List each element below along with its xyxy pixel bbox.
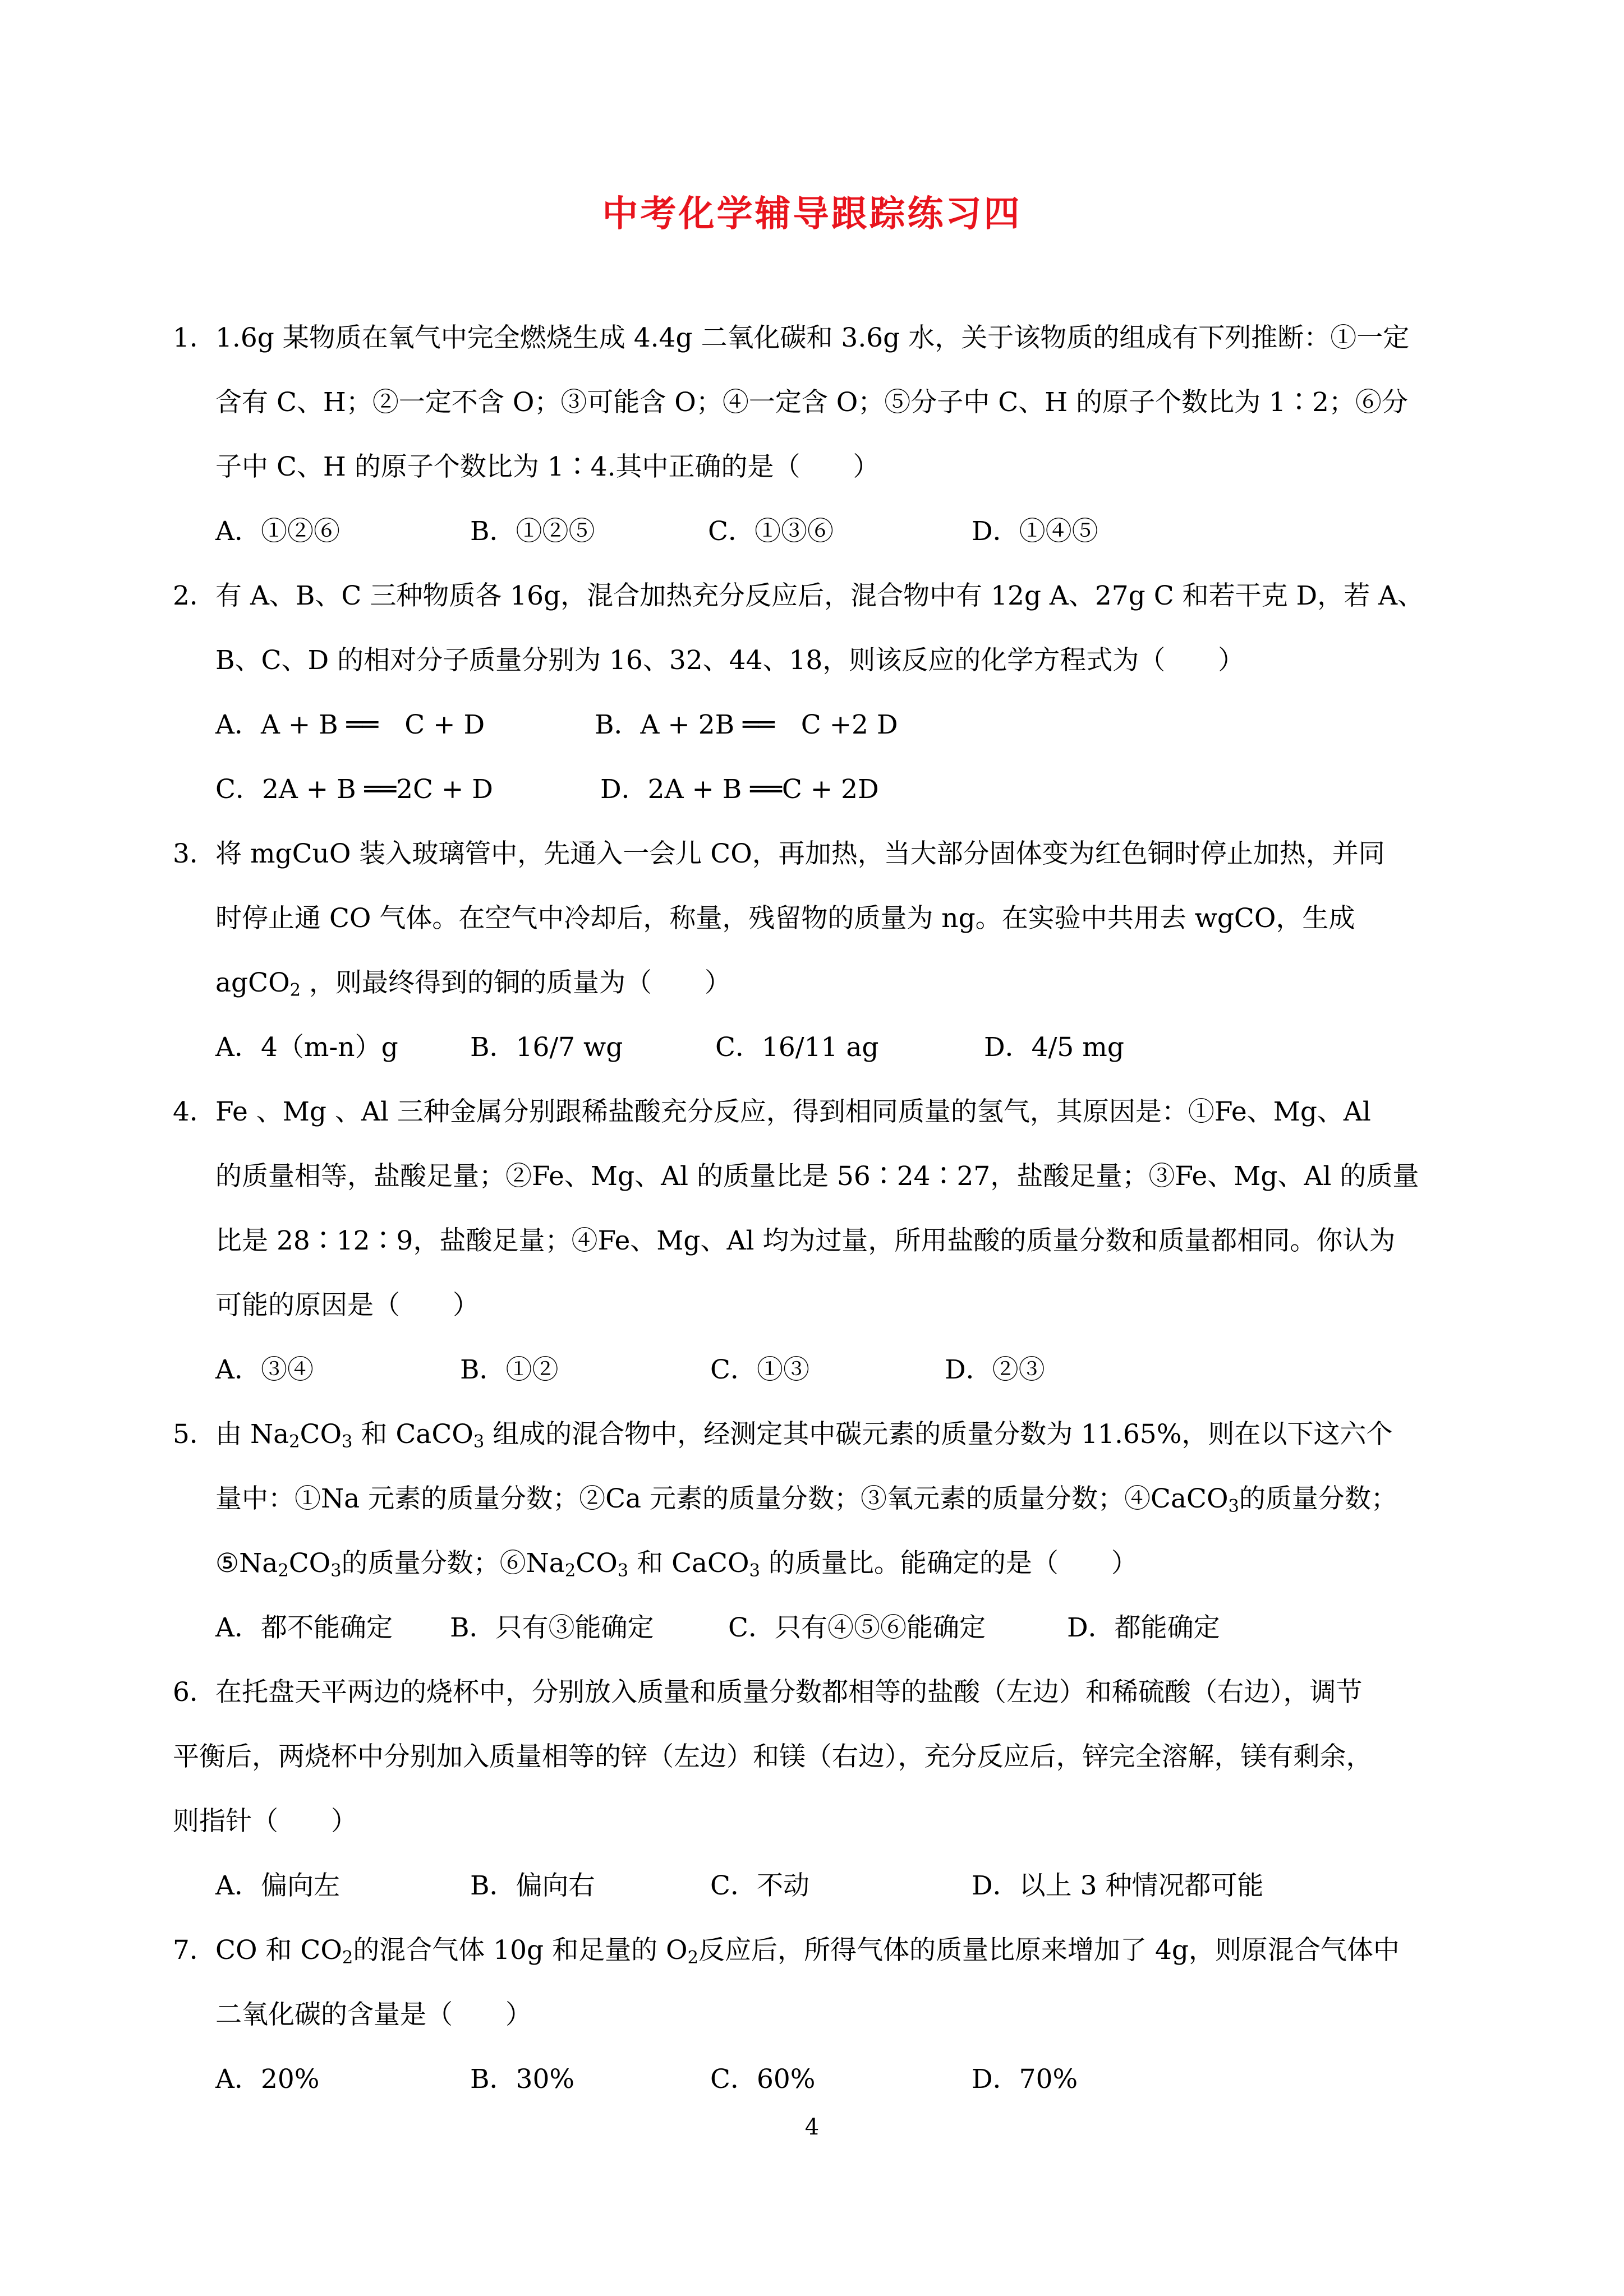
question-6 [173,1660,1463,1918]
option-b: B．A + 2B ══ C +2 D [595,709,898,740]
question-number: 4． [173,1096,216,1127]
page-number: 4 [804,2114,820,2140]
option-c: C．不动 [710,1870,809,1901]
question-number: 5． [173,1419,216,1450]
option-b: B．16/7 wg [470,1032,623,1063]
option-c: C．16/11 ag [715,1032,879,1063]
option-a: A．③④ [215,1354,314,1385]
option-d: D．都能确定 [1067,1612,1220,1643]
question-2 [173,564,1463,822]
question-4 [173,1080,1463,1402]
option-b: B．30% [470,2064,575,2095]
option-c: C．①③⑥ [708,516,834,547]
option-row [173,1854,1463,1918]
question-7 [173,1918,1463,2111]
question-number: 6． [173,1677,216,1708]
option-d: D．4/5 mg [984,1032,1124,1063]
option-d: D．①④⑤ [972,516,1098,547]
option-row [173,1015,1463,1080]
option-a: A．都不能确定 [215,1612,393,1643]
option-row [173,693,1463,757]
option-b: B．偏向右 [470,1870,595,1901]
option-c: C．60% [710,2064,816,2095]
option-b: B．只有③能确定 [450,1612,654,1643]
question-text: agCO$_2$ ，则最终得到的铜的质量为（ ） [215,967,731,1001]
option-a: A．①②⑥ [215,516,340,547]
question-text: 量中：①Na 元素的质量分数；②Ca 元素的质量分数；③氧元素的质量分数；④CaCO$_3$的质量分数； [215,1483,1397,1516]
question-text: 由 $Na_2CO_3$ 和 CaCO$_3$ 组成的混合物中，经测定其中碳元素的质量分数为 11.65%，则在以下这六个 [215,1419,1393,1452]
option-d: D．以上 3 种情况都可能 [972,1870,1264,1901]
question-text: 有 A、B、C 三种物质各 16g，混合加热充分反应后，混合物中有 12g A、27g C 和若干克 D，若 A、 [215,580,1424,611]
question-text: CO 和 $CO_2$的混合气体 10g 和足量的 $O_2$反应后，所得气体的质量比原来增加了 4g，则原混合气体中 [215,1935,1400,1968]
option-c: C．2A + B ══2C + D [215,774,493,805]
question-text: 平衡后，两烧杯中分别加入质量相等的锌（左边）和镁（右边），充分反应后，锌完全溶解，镁有剩余， [173,1741,1373,1772]
question-text: 比是 28∶12∶9，盐酸足量；④Fe、Mg、Al 均为过量，所用盐酸的质量分数和质量都相同。你认为 [215,1225,1396,1256]
question-3 [173,822,1463,1080]
option-row [173,1338,1463,1402]
option-a: A．偏向左 [215,1870,340,1901]
option-c: C．①③ [710,1354,809,1385]
option-row [173,2047,1463,2111]
option-d: D．70% [972,2064,1078,2095]
question-text: $⑤Na_2CO_3$的质量分数；$⑥Na_2CO_3$ 和 CaCO$_3$ 的质量比。能确定的是（ ） [215,1548,1138,1581]
question-number: 1． [173,322,216,353]
question-text: Fe 、Mg 、Al 三种金属分别跟稀盐酸充分反应，得到相同质量的氢气，其原因是：①Fe、Mg、Al [215,1096,1371,1127]
option-row [173,1596,1463,1660]
option-a: A．A + B ══ C + D [215,709,485,740]
question-text: 二氧化碳的含量是（ ） [215,1999,532,2030]
option-row [173,499,1463,564]
option-row [173,757,1463,822]
option-a: A．4（m-n）g [215,1032,398,1063]
question-5 [173,1402,1463,1660]
question-number: 3． [173,838,216,869]
question-text: 将 mgCuO 装入玻璃管中，先通入一会儿 CO，再加热，当大部分固体变为红色铜时停止加热，并同 [215,838,1385,869]
question-text: 时停止通 CO 气体。在空气中冷却后，称量，残留物的质量为 ng。在实验中共用去 wgCO，生成 [215,903,1355,934]
question-text: 可能的原因是（ ） [215,1290,479,1321]
option-c: C．只有④⑤⑥能确定 [728,1612,986,1643]
question-text: 子中 C、H 的原子个数比为 1∶4.其中正确的是（ ） [215,451,880,482]
question-text: 在托盘天平两边的烧杯中，分别放入质量和质量分数都相等的盐酸（左边）和稀硫酸（右边），调节 [215,1677,1363,1708]
question-text: 1.6g 某物质在氧气中完全燃烧生成 4.4g 二氧化碳和 3.6g 水，关于该物质的组成有下列推断：①一定 [215,322,1410,353]
option-d: D．2A + B ══C + 2D [600,774,879,805]
question-text: 含有 C、H；②一定不含 O；③可能含 O；④一定含 O；⑤分子中 C、H 的原子个数比为 1∶2；⑥分 [215,387,1408,418]
option-b: B．①② [460,1354,559,1385]
option-d: D．②③ [945,1354,1045,1385]
question-list [173,306,1463,2111]
question-1 [173,306,1463,564]
question-text: 的质量相等，盐酸足量；②Fe、Mg、Al 的质量比是 56∶24∶27，盐酸足量；③Fe、Mg、Al 的质量 [215,1161,1419,1192]
question-number: 2． [173,580,216,611]
page-title: 中考化学辅导跟踪练习四 [602,193,1022,235]
question-text: 则指针（ ） [173,1806,357,1837]
question-number: 7． [173,1935,216,1966]
question-text: B、C、D 的相对分子质量分别为 16、32、44、18，则该反应的化学方程式为（ ） [215,645,1245,676]
option-b: B．①②⑤ [470,516,595,547]
option-a: A．20% [215,2064,320,2095]
